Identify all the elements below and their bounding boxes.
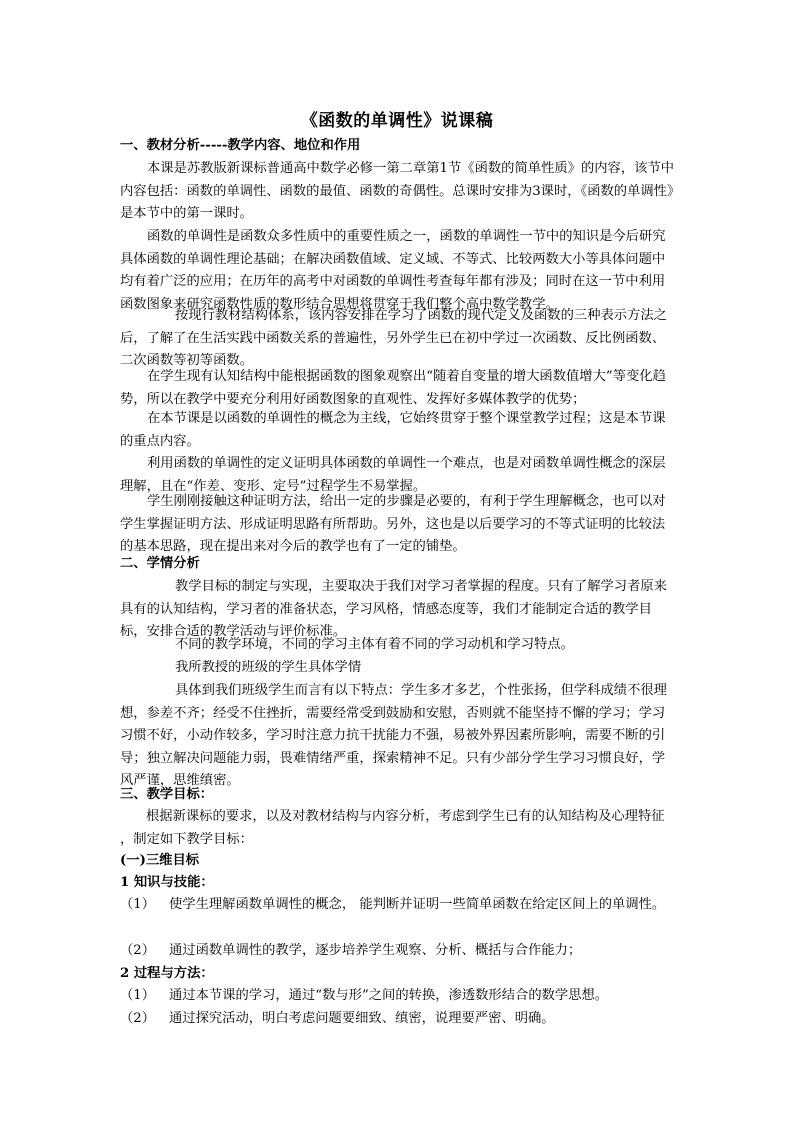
section-1-heading: 一、教材分析-----教学内容、地位和作用 [120,138,361,153]
method-item-2-number: （2） [120,1011,156,1026]
section-2-paragraph-1: 教学目标的制定与实现，主要取决于我们对学习者掌握的程度。只有了解学习者原来具有的认知结构，学习者的准备状态，学习风格，情感态度等，我们才能制定合适的教学目标，安排合适的教学活动与评价标准。 [120,579,667,640]
knowledge-item-2-text: 通过函数单调性的教学，逐步培养学生观察、分析、概括与合作能力； [169,943,582,958]
method-item-2 [0,1008,794,1031]
section-2-paragraph-3: 我所教授的班级的学生具体学情 [175,660,362,675]
section-2-heading: 二、学情分析 [120,556,200,571]
method-item-2-text: 通过探究活动，明白考虑问题要细致、缜密，说理要严密、明确。 [169,1011,555,1026]
knowledge-item-1-text: 使学生理解函数单调性的概念， 能判断并证明一些简单函数在给定区间上的单调性。 [169,897,666,912]
knowledge-item-2 [0,940,794,963]
method-item-1-text: 通过本节课的学习，通过“数与形”之间的转换，渗透数形结合的数学思想。 [169,988,609,1003]
section-2-paragraph-2: 不同的教学环境，不同的学习主体有着不同的学习动机和学习特点。 [175,637,574,652]
process-methods-heading: 2 过程与方法： [120,966,214,981]
section-1-paragraph-7: 学生刚刚接触这种证明方法，给出一定的步骤是必要的，有利于学生理解概念，也可以对学生掌握证明方法、形成证明思路有所帮助。另外，这也是以后要学习的不等式证明的比较法的基本思路，现在提出来对今后的教学也有了一定的铺垫。 [120,494,666,555]
section-1-paragraph-2: 函数的单调性是函数众多性质中的重要性质之一，函数的单调性一节中的知识是今后研究具体函数的单调性理论基础；在解决函数值域、定义域、不等式、比较两数大小等具体问题中均有着广泛的应用；在历年的高考中对函数的单调性考查每年都有涉及；同时在这一节中利用函数图象来研究函数性质的数形结合思想将贯穿于我们整个高中数学教学。 [120,229,666,312]
section-1-paragraph-6: 利用函数的单调性的定义证明具体函数的单调性一个难点，也是对函数单调性概念的深层理解，且在“作差、变形、定号”过程学生不易掌握。 [120,456,666,494]
knowledge-skills-heading: 1 知识与技能： [120,875,214,890]
knowledge-item-1-number: （1） [120,897,156,912]
section-2-paragraph-4: 具体到我们班级学生而言有以下特点：学生多才多艺，个性张扬，但学科成绩不很理想，参差不齐；经受不住挫折，需要经常受到鼓励和安慰，否则就不能坚持不懈的学习；学习习惯不好，小动作较多，学习时注意力抗干扰能力不强，易被外界因素所影响，需要不断的引导；独立解决问题能力弱，畏难情绪严重，探索精神不足。只有少部分学生学习习惯良好，学风严谨，思维缜密。 [120,683,667,789]
section-1-paragraph-1: 本课是苏教版新课标普通高中数学必修一第二章第1节《函数的简单性质》的内容，该节中内容包括：函数的单调性、函数的最值、函数的奇偶性。总课时安排为3课时，《函数的单调性》是本节中的第一课时。 [120,161,675,222]
method-item-1 [0,985,794,1008]
section-1-paragraph-5: 在本节课是以函数的单调性的概念为主线，它始终贯穿于整个课堂教学过程；这是本节课的重点内容。 [120,411,666,449]
section-3-paragraph-1: 根据新课标的要求，以及对教材结构与内容分析，考虑到学生已有的认知结构及心理特征 ，制定如下教学目标： [120,809,665,847]
section-3-heading: 三、教学目标： [120,787,214,802]
knowledge-item-1 [0,894,794,940]
knowledge-item-2-number: （2） [120,943,156,958]
document-title: 《函数的单调性》说课稿 [300,111,494,131]
three-dimension-goals-heading: (一)三维目标 [120,853,200,868]
method-item-1-number: （1） [120,988,156,1003]
section-1-paragraph-3: 按现行教材结构体系，该内容安排在学习了函数的现代定义及函数的三种表示方法之后，了解了在生活实践中函数关系的普遍性，另外学生已在初中学过一次函数、反比例函数、二次函数等初等函数。 [120,308,667,369]
section-1-paragraph-4: 在学生现有认知结构中能根据函数的图象观察出“随着自变量的增大函数值增大”等变化趋势，所以在教学中要充分利用好函数图象的直观性、发挥好多媒体教学的优势； [120,369,666,407]
